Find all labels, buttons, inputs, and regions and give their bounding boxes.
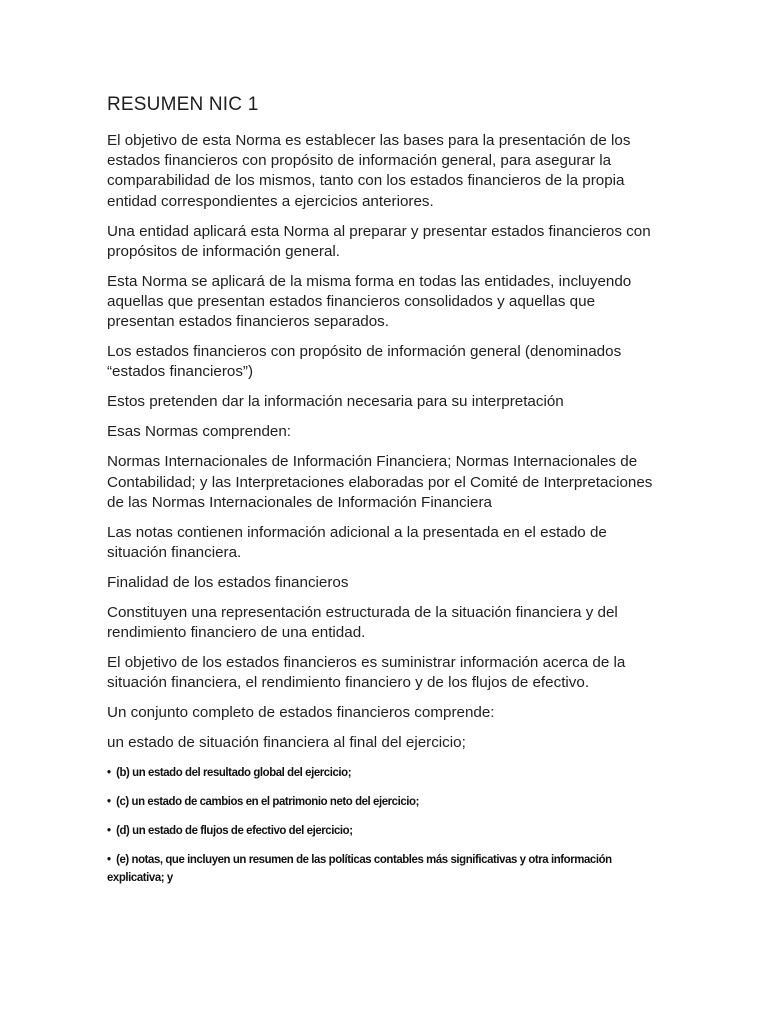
document-page	[107, 92, 655, 897]
components-list	[107, 763, 655, 886]
paragraph-estado-situacion: un estado de situación financiera al final del ejercicio;	[107, 734, 466, 752]
list-item	[107, 792, 650, 810]
list-item-text: (d) un estado de flujos de efectivo del ejercicio;	[116, 823, 353, 838]
paragraph-objetivo-norma: El objetivo de esta Norma es establecer las bases para la presentación de los estados financieros con propósito de información general, para asegurar la comparabilidad de los mismos, tanto con los estados financieros de la propia entidad correspondientes a ejercicios anteriores.	[107, 132, 631, 210]
bullet-icon: •	[107, 852, 111, 867]
list-item	[107, 763, 650, 781]
list-item-text: (c) un estado de cambios en el patrimonio neto del ejercicio;	[116, 794, 419, 809]
document-title: RESUMEN NIC 1	[107, 94, 259, 115]
paragraph-conjunto-completo: Un conjunto completo de estados financieros comprende:	[107, 704, 495, 722]
list-item-text: (b) un estado del resultado global del ejercicio;	[116, 765, 352, 780]
paragraph-niif-nic: Normas Internacionales de Información Financiera; Normas Internacionales de Contabilidad; y las Interpretaciones elaboradas por el Comité de Interpretaciones de las Normas Internacionales de Información Financiera	[107, 453, 653, 511]
paragraph-entidad-aplicara: Una entidad aplicará esta Norma al preparar y presentar estados financieros con propósitos de información general.	[107, 222, 651, 260]
paragraph-pretenden-dar: Estos pretenden dar la información necesaria para su interpretación	[107, 393, 564, 411]
bullet-icon: •	[107, 765, 111, 780]
paragraph-notas: Las notas contienen información adicional a la presentada en el estado de situación financiera.	[107, 523, 607, 562]
list-item	[107, 821, 650, 839]
paragraph-estados-financieros-definicion: Los estados financieros con propósito de información general (denominados “estados financieros”)	[107, 343, 622, 381]
bullet-icon: •	[107, 823, 111, 838]
bullet-icon: •	[107, 794, 111, 809]
list-item-text: (e) notas, que incluyen un resumen de las políticas contables más significativas y otra información explicativa; y	[107, 852, 612, 885]
list-item	[107, 850, 650, 886]
paragraph-finalidad-heading: Finalidad de los estados financieros	[107, 574, 349, 592]
paragraph-representacion: Constituyen una representación estructurada de la situación financiera y del rendimiento financiero de una entidad.	[107, 604, 618, 642]
paragraph-norma-aplicara: Esta Norma se aplicará de la misma forma en todas las entidades, incluyendo aquellas que presentan estados financieros consolidados y aquellas que presentan estados financieros separados.	[107, 272, 632, 331]
paragraph-objetivo-estados: El objetivo de los estados financieros es suministrar información acerca de la situación financiera, el rendimiento financiero y de los flujos de efectivo.	[107, 654, 626, 692]
paragraph-normas-comprenden: Esas Normas comprenden:	[107, 423, 292, 441]
